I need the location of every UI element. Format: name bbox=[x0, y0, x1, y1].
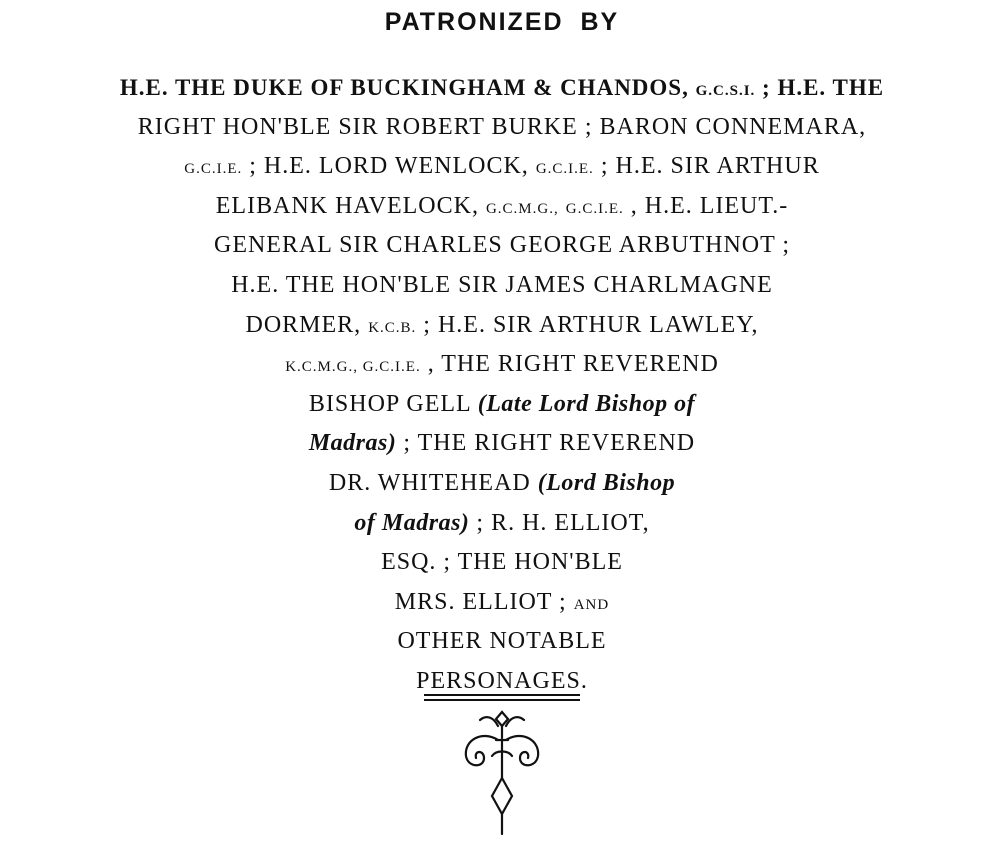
patron-text: ; H.E. SIR ARTHUR LAWLEY, bbox=[416, 311, 759, 338]
patron-line bbox=[0, 345, 1004, 385]
patron-line bbox=[0, 266, 1004, 306]
patron-text: RIGHT HON'BLE SIR ROBERT BURKE ; BARON CONNEMARA, bbox=[137, 113, 867, 140]
patron-text: G.C.I.E. bbox=[535, 161, 594, 178]
patron-text: (Late Lord Bishop of bbox=[477, 390, 696, 417]
patron-text: H.E. THE bbox=[119, 75, 227, 100]
patron-text: , THE RIGHT REVEREND bbox=[420, 351, 719, 378]
patron-text: BISHOP GELL bbox=[308, 390, 478, 417]
patron-text: , H.E. LIEUT.- bbox=[623, 192, 789, 219]
page-heading: PATRONIZED BY bbox=[384, 8, 620, 36]
patron-text: ELIBANK HAVELOCK, bbox=[215, 192, 486, 219]
patron-text: G.C.M.G., bbox=[485, 200, 559, 217]
patron-text: ; R. H. ELLIOT, bbox=[469, 509, 650, 536]
patron-text: OTHER NOTABLE bbox=[397, 628, 607, 655]
patron-text: ; H.E. SIR ARTHUR bbox=[593, 153, 820, 180]
double-rule bbox=[424, 694, 580, 704]
patron-line bbox=[0, 187, 1004, 227]
patron-line bbox=[0, 108, 1004, 148]
patron-line bbox=[0, 464, 1004, 504]
patron-list bbox=[0, 68, 1004, 702]
patron-text: G.C.I.E. bbox=[565, 200, 624, 217]
patron-text: of Madras) bbox=[354, 509, 470, 536]
patron-text: H.E. THE HON'BLE SIR JAMES CHARLMAGNE bbox=[231, 271, 773, 298]
patron-line bbox=[0, 424, 1004, 464]
patron-text: AND bbox=[573, 596, 610, 613]
patron-text: ; THE RIGHT REVEREND bbox=[396, 430, 696, 457]
patron-line bbox=[0, 504, 1004, 544]
patron-text: DUKE OF BUCKINGHAM & CHANDOS, bbox=[226, 75, 696, 100]
patron-text: ESQ. ; THE HON'BLE bbox=[381, 549, 623, 576]
patron-line bbox=[0, 543, 1004, 583]
patron-text: ; H.E. THE bbox=[755, 75, 885, 100]
patron-text: DR. WHITEHEAD bbox=[328, 469, 538, 496]
patron-text: K.C.M.G., G.C.I.E. bbox=[285, 359, 421, 376]
patron-text: G.C.S.I. bbox=[695, 83, 756, 99]
patron-text: Madras) bbox=[308, 430, 397, 457]
patron-line bbox=[0, 385, 1004, 425]
patron-line bbox=[0, 306, 1004, 346]
patron-line bbox=[0, 226, 1004, 266]
patron-text bbox=[559, 193, 566, 219]
patron-line bbox=[0, 583, 1004, 623]
patron-text: GENERAL SIR CHARLES GEORGE ARBUTHNOT ; bbox=[213, 232, 791, 259]
patron-text: K.C.B. bbox=[368, 319, 417, 336]
patron-text: DORMER, bbox=[245, 311, 369, 338]
patron-line bbox=[0, 622, 1004, 662]
patron-text: (Lord Bishop bbox=[537, 469, 676, 496]
patron-text: ; H.E. LORD WENLOCK, bbox=[242, 153, 536, 180]
patron-line bbox=[0, 147, 1004, 187]
patron-line bbox=[0, 68, 1004, 108]
patron-text: MRS. ELLIOT ; bbox=[394, 588, 574, 615]
patron-text: G.C.I.E. bbox=[184, 161, 243, 178]
patron-text: PERSONAGES. bbox=[416, 667, 588, 694]
fleuron-ornament-icon bbox=[452, 704, 552, 838]
